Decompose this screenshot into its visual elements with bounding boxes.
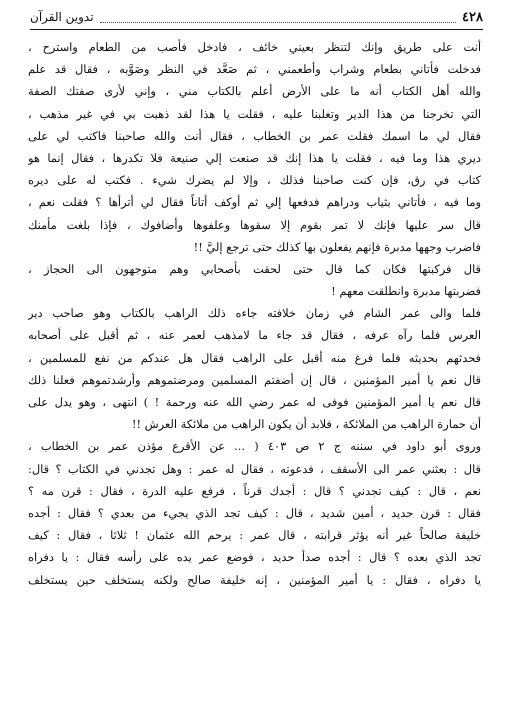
text-line: قال نعم يا أمير المؤمنين ، قال إن أضفتم المسلمين ومرضتموهم وأرشدتموهم فعلنا ذلك — [28, 372, 481, 387]
header-rule — [30, 29, 483, 30]
text-line: قال فركبتها فكان كما قال حتى لحقت بأصحابي وهم متوجهون الى الحجاز ، — [28, 261, 481, 276]
header-dot-leader — [100, 12, 456, 23]
text-line: أنت على طريق وإنك لتنظر بعيني خائف ، فادخل فأصب من الطعام واسترح ، — [28, 40, 481, 54]
text-line: كتاب في رق، فإن كنت صاحبنا فذلك ، وإلا لم يضرك شيء . فكتب له على ديره — [28, 173, 481, 188]
page-number: ٤٢٨ — [462, 9, 483, 25]
text-line: فقال لي ما اسمك فقلت عمر بن الخطاب ، فقال أنت والله صاحبنا فاكتب لي على — [28, 128, 481, 143]
text-line: أن حمارة الراهب من الملائكة ، فلابد أن يكون الراهب من ملائكة العرش !! — [131, 417, 481, 432]
text-line: وروى أبو داود في سننه ج ٢ ص ٤٠٣ ( ... عن الأقرع مؤذن عمر بن الخطاب ، — [28, 439, 481, 454]
text-line: نعم ، قال : كيف تجدني ؟ قال : أجدك قرناً ، فرفع عليه الدرة ، فقال : قرن مه ؟ — [28, 483, 481, 498]
text-line: قال سر عليها فإنك لا تمر بقوم إلا سقوها وعلفوها وأضافوك ، فإذا بلغت مأمنك — [28, 217, 481, 232]
text-line: فقال : قرن حديد ، أمين شديد ، قال : كيف تجد الذي يجيء من بعدي ؟ فقال : أجده — [28, 505, 481, 520]
text-line: والله أهل الكتاب أنه ما على الأرض أعلم بالكتاب مني ، وإني لأرى صفتك الصفة — [28, 84, 481, 99]
text-line: فحدثهم بحديثه فلما فرغ منه أقبل على الراهب فقال هل عندكم من نفع للمسلمين ، — [28, 350, 481, 365]
text-line: فاضرب وجهها مدبرة فإنهم يفعلون بها كذلك حتى ترجع إليَّ !! — [193, 239, 481, 254]
text-line: خليفة صالحاً غير أنه يؤثر قرابته ، قال عمر : يرحم الله عثمان ! ثلاثا ، فقال : كيف — [28, 528, 481, 543]
text-line: تجد الذي بعده ؟ قال : أجده صدأ حديد ، فوضع عمر يده على رأسه فقال : يا دفراه — [28, 550, 481, 565]
text-line: فلما والى عمر الشام في زمان خلافته جاءه ذلك الراهب بالكتاب وهو صاحب دير — [28, 306, 481, 321]
text-line: التي تخرجنا من هذا الدير وتغلبنا عليه ، فقلت يا هذا لقد ذهبت بي في غير مذهب ، — [28, 106, 481, 121]
text-line: وما فيه ، فأتاني بثياب ودراهم فدفعها إلي ثم أوكف أتاناً فقال لي أترأها ؟ فقلت نعم ، — [28, 195, 481, 210]
text-line: يا دفراه ، فقال : يا أمير المؤمنين ، إنه خليفة صالح ولكنه يستخلف حين يستخلف — [28, 572, 481, 587]
text-line: قال نعم يا أمير المؤمنين فوفى له عمر رضي الله عنه ورحمة ! ) انتهى ، وهو يدل على — [28, 395, 481, 409]
page-header — [30, 8, 483, 26]
page-body — [28, 36, 481, 591]
text-line: ديري هذا وما فيه ، فقلت يا هذا إنك قد صنعت إلي صنيعة فلا تكدرها ، فقال إنما هو — [28, 150, 481, 165]
text-line: قال : بعثني عمر الى الأسقف ، فدعوته ، فقال له عمر : وهل تجدني في الكتاب ؟ قال: — [28, 461, 481, 476]
running-title: تدوين القرآن — [30, 10, 94, 24]
text-line: فضربتها مدبرة وانطلقت معهم ! — [331, 284, 481, 299]
text-line: فدخلت فأتاني بطعام وشراب وأطعمني ، ثم صَعَّد في النظر وصَوَّبه ، فقال قد علم — [28, 62, 481, 77]
text-line: العرس فلما رآه عرفه ، فقال قد جاء ما لامذهب لعمر عنه ، ثم أقبل على أصحابه — [28, 328, 481, 343]
